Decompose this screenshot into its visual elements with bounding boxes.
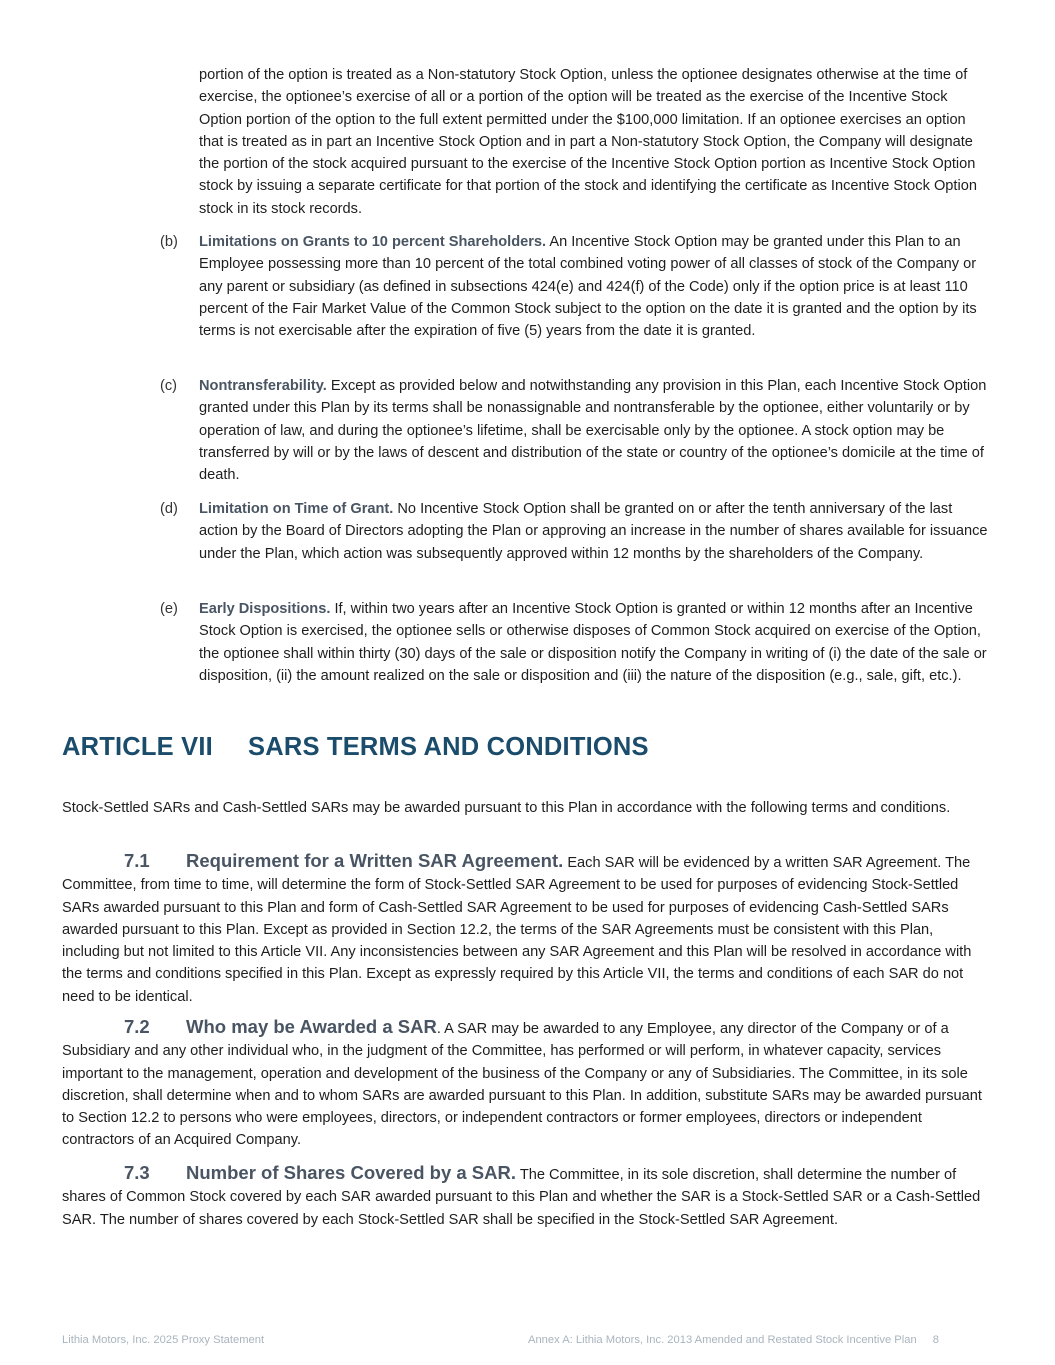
article-intro: Stock-Settled SARs and Cash-Settled SARs may be awarded pursuant to this Plan in accordance with the following terms and conditions.: [62, 800, 951, 816]
list-item-d: [160, 498, 992, 565]
item-letter: (b): [160, 234, 178, 250]
item-body: [199, 231, 992, 342]
item-heading: Limitation on Time of Grant.: [199, 501, 394, 517]
section-7-3: [62, 1162, 992, 1231]
item-letter: (e): [160, 601, 178, 617]
item-body: [199, 598, 992, 687]
item-body: [199, 375, 992, 486]
section-text: The Committee, in its sole discretion, shall determine the number of shares of Common Stock covered by each SAR awarded pursuant to this Plan and whether the SAR is a Stock-Settled SAR or a Cash-Settled SAR. The number of shares covered by each Stock-Settled SAR shall be specified in the Stock-Settled SAR Agreement.: [62, 1167, 981, 1228]
section-title: Number of Shares Covered by a SAR.: [186, 1162, 517, 1183]
list-item-b: [160, 231, 992, 342]
list-item-e: [160, 598, 992, 687]
list-item-c: [160, 375, 992, 486]
section-number: 7.3: [124, 1162, 150, 1183]
item-heading: Early Dispositions.: [199, 601, 331, 617]
section-number: 7.1: [124, 850, 150, 871]
section-text: Each SAR will be evidenced by a written SAR Agreement. The Committee, from time to time, will determine the form of Stock-Settled SAR Agreement to be used for purposes of evidencing Stock-Settled SARs awarded pursuant to this Plan and form of Cash-Settled SAR Agreement to be used for purposes of evidencing Cash-Settled SARs awarded pursuant to this Plan. Except as provided in Section 12.2, the terms of the SAR Agreements must be consistent with this Plan, including but not limited to this Article VII. Any inconsistencies between any SAR Agreement and this Plan will be resolved in accordance with the terms and conditions specified in this Plan. Except as expressly required by this Article VII, the terms and conditions of each SAR do not need to be identical.: [62, 855, 972, 1005]
section-7-1: [62, 850, 992, 1008]
section-heading: [62, 1016, 437, 1037]
item-heading: Limitations on Grants to 10 percent Shareholders.: [199, 234, 547, 250]
page-number: 8: [932, 1334, 939, 1346]
section-title: Requirement for a Written SAR Agreement.: [186, 850, 564, 871]
section-number: 7.2: [124, 1016, 150, 1037]
article-title: SARS TERMS AND CONDITIONS: [248, 733, 649, 761]
item-body: [199, 498, 992, 565]
item-text: An Incentive Stock Option may be granted under this Plan to an Employee possessing more than 10 percent of the total combined voting power of all classes of stock of the Company or any parent or subsidiary (as defined in subsections 424(e) and 424(f) of the Code) only if the option price is at least 110 percent of the Fair Market Value of the Common Stock subject to the option on the date it is granted and the option by its terms is not exercisable after the expiration of five (5) years from the date it is granted.: [199, 234, 977, 340]
section-title: Who may be Awarded a SAR: [186, 1016, 437, 1037]
footer-left: Lithia Motors, Inc. 2025 Proxy Statement: [62, 1334, 265, 1346]
section-7-2: [62, 1016, 992, 1152]
section-heading: [62, 850, 563, 871]
item-text: Except as provided below and notwithstanding any provision in this Plan, each Incentive Stock Option granted under this Plan by its terms shall be nonassignable and nontransferable by the optionee, either voluntarily or by operation of law, and during the optionee’s lifetime, shall be exercisable only by the optionee. A stock option may be transferred by will or by the laws of descent and distribution of the state or country of the optionee’s domicile at the time of death.: [199, 378, 987, 484]
article-heading: [62, 733, 1002, 762]
item-letter: (d): [160, 501, 178, 517]
footer-right: [528, 1334, 939, 1346]
footer-annex-title: Annex A: Lithia Motors, Inc. 2013 Amended and Restated Stock Incentive Plan: [528, 1334, 917, 1346]
lead-paragraph: portion of the option is treated as a Non-statutory Stock Option, unless the optionee designates otherwise at the time of exercise, the optionee’s exercise of all or a portion of the option will be treated as the exercise of the Incentive Stock Option portion of the option to the full extent permitted under the $100,000 limitation. If an optionee exercises an option that is treated as in part an Incentive Stock Option and in part a Non-statutory Stock Option, the Company will designate the portion of the stock acquired pursuant to the exercise of the Incentive Stock Option portion as Incentive Stock Option stock by issuing a separate certificate for that portion of the stock and identifying the certificate as Incentive Stock Option stock in its stock records.: [199, 67, 977, 217]
section-heading: [62, 1162, 516, 1183]
article-number: ARTICLE VII: [62, 733, 213, 761]
item-text: If, within two years after an Incentive Stock Option is granted or within 12 months after an Incentive Stock Option is exercised, the optionee sells or otherwise disposes of Common Stock acquired on exercise of the Option, the optionee shall within thirty (30) days of the sale or disposition notify the Company in writing of (i) the date of the sale or disposition, (ii) the amount realized on the sale or disposition and (iii) the nature of the disposition (e.g., sale, gift, etc.).: [199, 601, 987, 684]
section-text: . A SAR may be awarded to any Employee, any director of the Company or of a Subsidiary and any other individual who, in the judgment of the Committee, has performed or will perform, in whatever capacity, services important to the management, operation and development of the business of the Company or any of Subsidiaries. The Committee, in its sole discretion, shall determine when and to whom SARs are awarded pursuant to this Plan. In addition, substitute SARs may be awarded pursuant to Section 12.2 to persons who were employees, directors, or independent contractors or former employees, directors or independent contractors of an Acquired Company.: [62, 1021, 982, 1149]
item-heading: Nontransferability.: [199, 378, 327, 394]
item-letter: (c): [160, 378, 178, 394]
item-text: No Incentive Stock Option shall be granted on or after the tenth anniversary of the last action by the Board of Directors adopting the Plan or approving an increase in the number of shares available for issuance under the Plan, which action was subsequently approved within 12 months by the shareholders of the Company.: [199, 501, 988, 562]
